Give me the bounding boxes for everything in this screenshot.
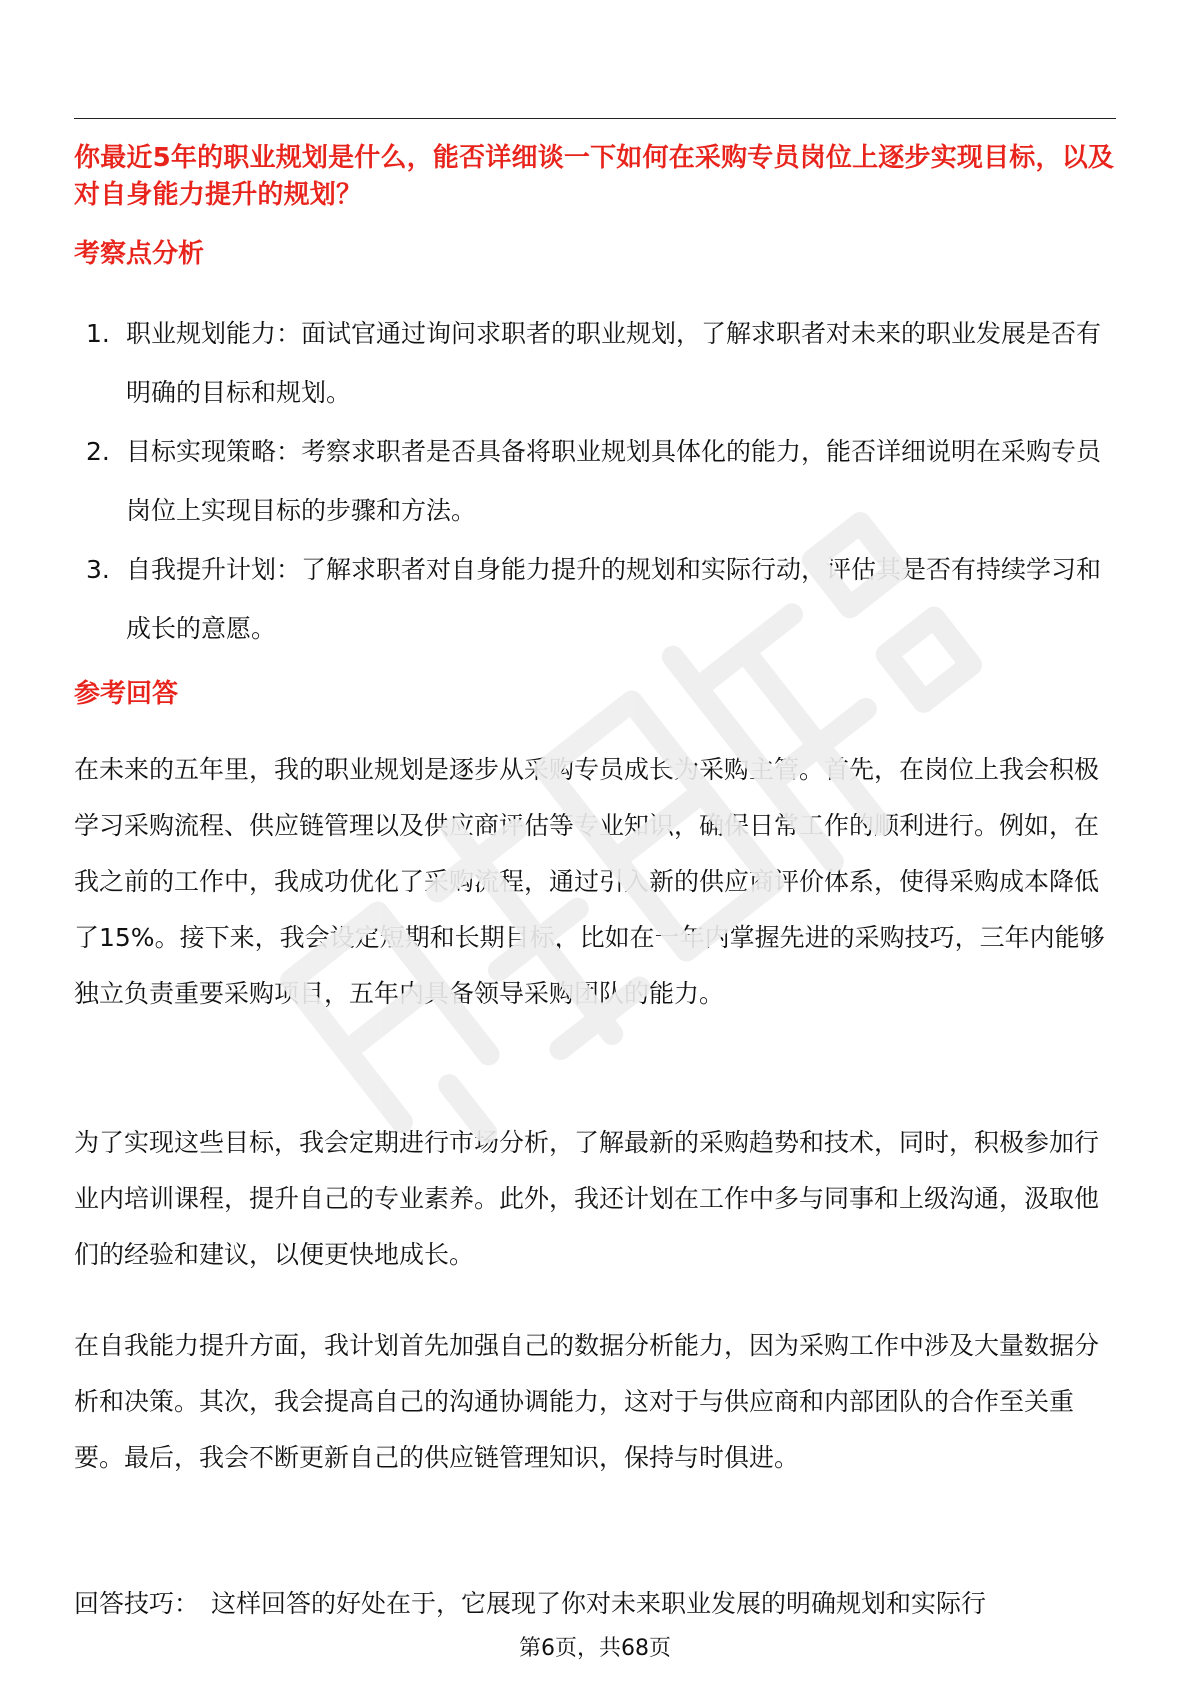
analysis-heading: 考察点分析 [74,239,205,269]
analysis-item-1 [74,304,1119,422]
item-number: 2. [86,437,110,466]
item-text: 职业规划能力：面试官通过询问求职者的职业规划，了解求职者对未来的职业发展是否有明确的目标和规划。 [126,319,1102,407]
tip-text: 这样回答的好处在于，它展现了你对未来职业发展的明确规划和实际行 [211,1589,987,1618]
answer-heading: 参考回答 [74,679,179,709]
tip-line [74,1576,1119,1632]
item-number: 1. [86,319,110,348]
item-text: 目标实现策略：考察求职者是否具备将职业规划具体化的能力，能否详细说明在采购专员岗位上实现目标的步骤和方法。 [126,437,1102,525]
analysis-list [74,304,1119,658]
page-footer: 第6页，共68页 [519,1636,671,1661]
answer-paragraph-3 [74,1318,1119,1486]
analysis-item-3 [74,540,1119,658]
answer-paragraph-1 [74,742,1119,1022]
item-number: 3. [86,555,110,584]
paragraph-text: 为了实现这些目标，我会定期进行市场分析，了解最新的采购趋势和技术，同时，积极参加行业内培训课程，提升自己的专业素养。此外，我还计划在工作中多与同事和上级沟通，汲取他们的经验和建议，以便更快地成长。 [74,1128,1100,1269]
question-title: 你最近5年的职业规划是什么，能否详细谈一下如何在采购专员岗位上逐步实现目标，以及对自身能力提升的规划？ [74,143,1115,210]
answer-tip [74,1576,1119,1632]
tip-label: 回答技巧： [74,1589,200,1618]
paragraph-text: 在未来的五年里，我的职业规划是逐步从采购专员成长为采购主管。首先，在岗位上我会积极学习采购流程、供应链管理以及供应商评估等专业知识，确保日常工作的顺利进行。例如，在我之前的工作中，我成功优化了采购流程，通过引入新的供应商评价体系，使得采购成本降低了15%。接下来，我会设定短期和长期目标，比如在一年内掌握先进的采购技巧，三年内能够独立负责重要采购项目，五年内具备领导采购团队的能力。 [74,755,1105,1008]
item-text: 自我提升计划：了解求职者对自身能力提升的规划和实际行动，评估其是否有持续学习和成长的意愿。 [126,555,1102,643]
paragraph-text: 在自我能力提升方面，我计划首先加强自己的数据分析能力，因为采购工作中涉及大量数据分析和决策。其次，我会提高自己的沟通协调能力，这对于与供应商和内部团队的合作至关重要。最后，我会不断更新自己的供应链管理知识，保持与时俱进。 [74,1331,1100,1472]
answer-paragraph-2 [74,1115,1119,1283]
top-divider [74,118,1116,119]
analysis-item-2 [74,422,1119,540]
